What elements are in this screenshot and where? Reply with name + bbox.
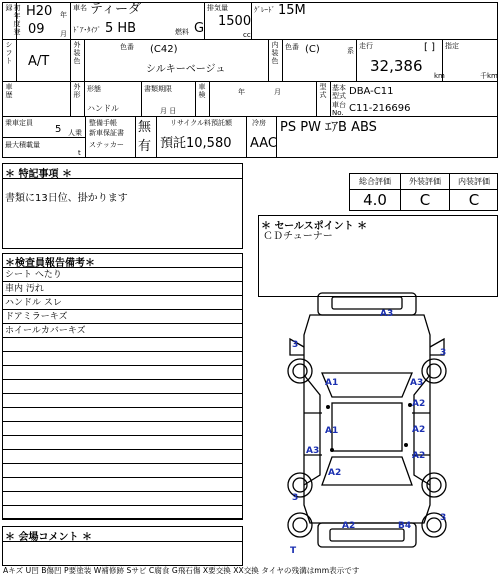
door-type-label: ﾄﾞｱ･ﾀｲﾌﾟ [73, 26, 101, 34]
interior-score-label: 内装評価 [458, 177, 490, 186]
damage-mark: A2 [328, 468, 342, 478]
manual-value: 無 [138, 120, 152, 135]
damage-mark: A3 [380, 309, 394, 319]
exterior-color-label: 外装色 [73, 41, 81, 65]
displacement-label: 排気量 [207, 4, 228, 12]
shape-label: 外形 [73, 83, 81, 99]
base-model-label: 基本型式 [332, 84, 346, 100]
inspector-row [2, 450, 243, 464]
displacement-unit: cc [243, 31, 251, 39]
shift-value: A/T [28, 54, 50, 69]
fuel-label: 燃料 [175, 28, 189, 36]
document-deadline-label: 書類期限 [144, 85, 172, 93]
car-name: ティーダ [90, 2, 141, 17]
inspection-label: 車検 [198, 83, 206, 99]
model-value: DBA-C11 [349, 86, 394, 97]
max-load-unit: t [78, 149, 81, 157]
special-notes-text: 書類に13日位、掛かります [5, 193, 128, 204]
year-era: H20 [26, 4, 53, 19]
color-number-label: 色番 [120, 43, 134, 51]
inspector-title: ＊検査員報告備考＊ [5, 258, 95, 269]
damage-mark: A3 [410, 378, 424, 388]
capacity-label: 乗車定員 [5, 119, 33, 127]
damage-mark: T [290, 546, 297, 556]
max-load-label: 最大積載量 [5, 141, 40, 149]
vehicle-damage-diagram [270, 285, 470, 560]
mileage-bracket: [ ] [424, 42, 435, 53]
history-label: 車歴 [5, 83, 13, 99]
inspector-row: 車内 汚れ [2, 282, 243, 296]
inspector-row: シート へたり [2, 268, 243, 282]
damage-mark: A2 [412, 399, 426, 409]
car-name-label: 車名 [73, 4, 87, 12]
shift-label: シフト [5, 41, 13, 65]
displacement-value: 1500 [218, 14, 252, 29]
legend-footer: Aキズ U凹 B傷凹 P要塗装 W補修跡 Sサビ C腐食 G飛石傷 X要交換 XX交換 タイヤの残溝はmm表示です [3, 566, 360, 575]
sales-points-title: ＊ セールスポイント ＊ [261, 221, 368, 232]
chassis-label: 車台No. [332, 101, 346, 117]
inspector-row [2, 492, 243, 506]
inspector-row [2, 338, 243, 352]
first-registration-label: 初年度登録 [5, 4, 21, 36]
damage-mark: 3 [292, 340, 299, 350]
grade-value: 15M [278, 3, 306, 18]
aircon-label: 冷房 [252, 119, 266, 127]
inspection-month: 月 [274, 88, 281, 96]
overall-score-label: 総合評価 [359, 177, 391, 186]
recycle-value: 預託10,580 [160, 136, 232, 151]
capacity-unit: 人乗 [68, 129, 82, 137]
color-code: (C42) [150, 44, 178, 55]
month-unit: 月 [60, 30, 67, 38]
sales-points-text: ＣＤチューナー [263, 231, 333, 242]
aircon-value: AAC [250, 136, 277, 151]
color-name: シルキーベージュ [146, 64, 226, 75]
mileage-value: 32,386 [370, 57, 423, 75]
inspector-row: ホイールカバーキズ [2, 324, 243, 338]
interior-system-label: 系 [347, 47, 354, 55]
damage-mark: A3 [306, 446, 320, 456]
document-month-day: 月 日 [160, 107, 177, 115]
damage-mark: B4 [398, 521, 412, 531]
warranty-book-label: 新車保証書 [89, 129, 124, 137]
inspector-row [2, 380, 243, 394]
damage-mark: A1 [325, 378, 339, 388]
damage-mark: A2 [412, 425, 426, 435]
overall-score: 4.0 [363, 191, 387, 209]
exterior-score: C [419, 191, 431, 209]
warranty-label: 指定 [445, 42, 459, 50]
damage-mark: A2 [412, 451, 426, 461]
fuel-value: G [194, 21, 205, 36]
inspector-row [2, 506, 243, 520]
damage-mark: 3 [440, 348, 447, 358]
inspector-row [2, 478, 243, 492]
damage-mark: A2 [342, 521, 356, 531]
chassis-value: C11-216696 [349, 103, 411, 114]
inspection-year: 年 [238, 88, 245, 96]
capacity-value: 5 [55, 124, 62, 135]
handle-label: ハンドル [87, 104, 119, 113]
year-unit: 年 [60, 11, 67, 19]
exterior-score-label: 外装評価 [409, 177, 441, 186]
inspector-row: ドアミラーキズ [2, 310, 243, 324]
damage-mark: A1 [325, 426, 339, 436]
special-notes-title: ＊ 特記事項 ＊ [5, 169, 72, 180]
warranty-unit: 千km [480, 72, 498, 80]
mileage-label: 走行 [359, 42, 373, 50]
inspector-row [2, 422, 243, 436]
shape-type-label: 形態 [87, 85, 101, 93]
inspector-row [2, 464, 243, 478]
inspector-row [2, 436, 243, 450]
interior-color-code: (C) [305, 44, 320, 55]
sticker-label: ステッカー [89, 141, 124, 149]
interior-color-label: 内装色 [271, 41, 279, 65]
recycle-label: リサイクル料預託額 [170, 119, 233, 127]
interior-score: C [468, 191, 480, 209]
inspector-row [2, 408, 243, 422]
door-type: 5 HB [105, 21, 137, 36]
inspector-row [2, 394, 243, 408]
month-value: 09 [28, 22, 45, 37]
equipment-value: PS PW ｴｱB ABS [280, 120, 377, 135]
damage-mark: 3 [440, 513, 447, 523]
interior-color-number-label: 色番 [285, 43, 299, 51]
inspector-row [2, 366, 243, 380]
grade-label: ｸﾞﾚｰﾄﾞ [254, 6, 275, 14]
venue-comment-title: ＊ 会場コメント ＊ [5, 532, 92, 543]
sticker-value: 有 [138, 139, 152, 154]
model-label: 型式 [319, 83, 327, 99]
manual-label: 整備手帳 [89, 119, 117, 127]
inspector-row [2, 352, 243, 366]
mileage-unit: km [434, 72, 445, 80]
damage-mark: 3 [292, 493, 299, 503]
inspector-row: ハンドル スレ [2, 296, 243, 310]
